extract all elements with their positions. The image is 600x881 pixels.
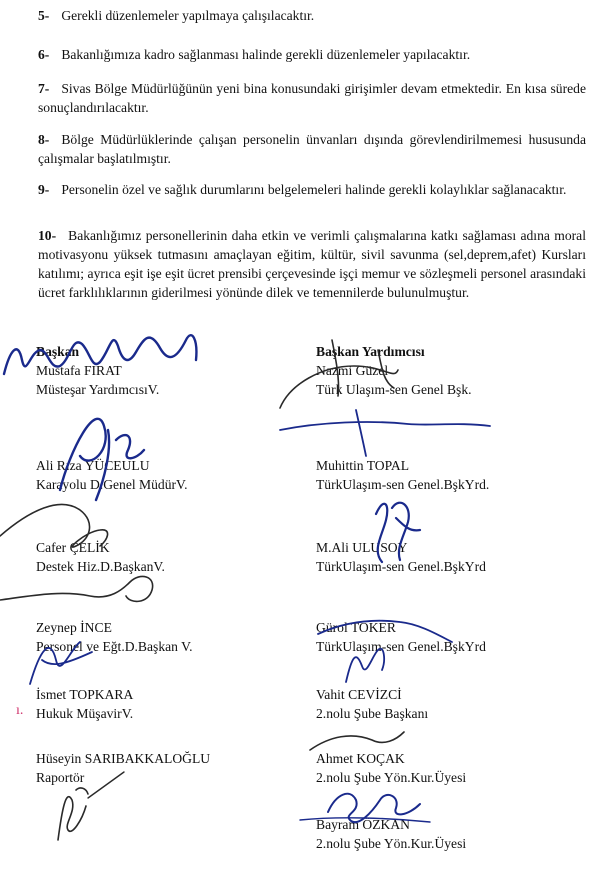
item-6 — [38, 45, 586, 64]
signature-huseyin-saribakkaloglu — [58, 788, 88, 840]
signatory-name: Cafer ÇELİK — [36, 540, 110, 555]
signatory-name: Ali Rıza YÜCEULU — [36, 458, 150, 473]
signatory-ali-riza-yuceulu — [36, 456, 188, 494]
signatory-ahmet-kocak — [316, 749, 466, 787]
item-number: 7- — [38, 81, 50, 96]
signatory-title: Başkan — [36, 344, 80, 359]
signatory-name: Muhittin TOPAL — [316, 458, 410, 473]
signatory-name: Nazmi Güzel — [316, 363, 389, 378]
item-number: 6- — [38, 47, 50, 62]
signatory-name: Gürol TOKER — [316, 620, 396, 635]
signatory-name: Mustafa FIRAT — [36, 363, 122, 378]
signature-muhittin-topal — [280, 410, 490, 456]
signature-zeynep-ince — [0, 576, 153, 601]
signatory-vahit-cevizci — [316, 685, 428, 723]
item-5 — [38, 6, 586, 25]
signatory-name: İsmet TOPKARA — [36, 687, 134, 702]
signatory-name: Ahmet KOÇAK — [316, 751, 405, 766]
signatory-gurol-toker — [316, 618, 486, 656]
signatory-name: Bayram ÖZKAN — [316, 817, 411, 832]
item-number: 9- — [38, 182, 50, 197]
signatory-role: 2.nolu Şube Başkanı — [316, 706, 429, 721]
signatory-title: Başkan Yardımcısı — [316, 344, 425, 359]
signatory-role: TürkUlaşım-sen Genel.BşkYrd. — [316, 477, 490, 492]
signatory-role: Karayolu D.Genel MüdürV. — [36, 477, 188, 492]
signatory-name: Hüseyin SARIBAKKALOĞLU — [36, 751, 211, 766]
item-text: Bakanlığımız personellerinin daha etkin ve verimli çalışmalarına katkı sağlaması adına moral motivasyonu yüksek tutmasını amaçlayan eğitim, kültür, sivil savunma (sel,deprem,afet) Kursları katılımı; ayrıca eşit işe eşit ücret prensibi çerçevesinde işçi memur ve sözleşmeli personel arasındaki ücret farklılıklarının giderilmesi yönünde dilek ve temennilerde bulunulmuştur. — [38, 228, 586, 300]
item-text: Personelin özel ve sağlık durumlarını belgelemeleri halinde gerekli kolaylıklar sağlanacaktır. — [61, 182, 567, 197]
item-text: Gerekli düzenlemeler yapılmaya çalışılacaktır. — [61, 8, 315, 23]
signatory-ismet-topkara — [36, 685, 133, 723]
item-9 — [38, 180, 586, 199]
signatory-mustafa-firat — [36, 342, 159, 399]
signatory-m-ali-ulusoy — [316, 538, 486, 576]
item-8 — [38, 130, 586, 168]
item-7 — [38, 79, 586, 117]
item-number: 8- — [38, 132, 50, 147]
signatory-nazmi-guzel — [316, 342, 472, 399]
signatory-name: M.Ali ULUSOY — [316, 540, 408, 555]
signature-ahmet-kocak — [310, 732, 404, 750]
signatory-role: Destek Hiz.D.BaşkanV. — [36, 559, 165, 574]
signatory-zeynep-ince — [36, 618, 193, 656]
signatory-huseyin-saribakkaloglu — [36, 749, 210, 787]
margin-mark: ı. — [16, 703, 24, 718]
signatory-role: Türk Ulaşım-sen Genel Bşk. — [316, 382, 472, 397]
signatory-role: TürkUlaşım-sen Genel.BşkYrd — [316, 639, 486, 654]
item-number: 10- — [38, 228, 57, 243]
item-number: 5- — [38, 8, 50, 23]
signatory-name: Zeynep İNCE — [36, 620, 112, 635]
item-10 — [38, 226, 586, 302]
item-text: Sivas Bölge Müdürlüğünün yeni bina konusundaki girişimler devam etmektedir. En kısa sürede sonuçlandırılacaktır. — [38, 81, 586, 115]
signatory-cafer-celik — [36, 538, 165, 576]
signatory-role: TürkUlaşım-sen Genel.BşkYrd — [316, 559, 486, 574]
signatory-role: Hukuk MüşavirV. — [36, 706, 134, 721]
signatory-role: Personel ve Eğt.D.Başkan V. — [36, 639, 193, 654]
signatory-role: 2.nolu Şube Yön.Kur.Üyesi — [316, 770, 467, 785]
item-text: Bölge Müdürlüklerinde çalışan personelin ünvanları dışında görevlendirilmemesi hususunda çalışmalar başlatılmıştır. — [38, 132, 586, 166]
item-text: Bakanlığımıza kadro sağlanması halinde gerekli düzenlemeler yapılacaktır. — [61, 47, 471, 62]
signatory-role: Raportör — [36, 770, 85, 785]
signatory-role: Müsteşar YardımcısıV. — [36, 382, 160, 397]
signatory-name: Vahit CEVİZCİ — [316, 687, 402, 702]
signatory-bayram-ozkan — [316, 815, 466, 853]
signatory-role: 2.nolu Şube Yön.Kur.Üyesi — [316, 836, 467, 851]
signatory-muhittin-topal — [316, 456, 489, 494]
